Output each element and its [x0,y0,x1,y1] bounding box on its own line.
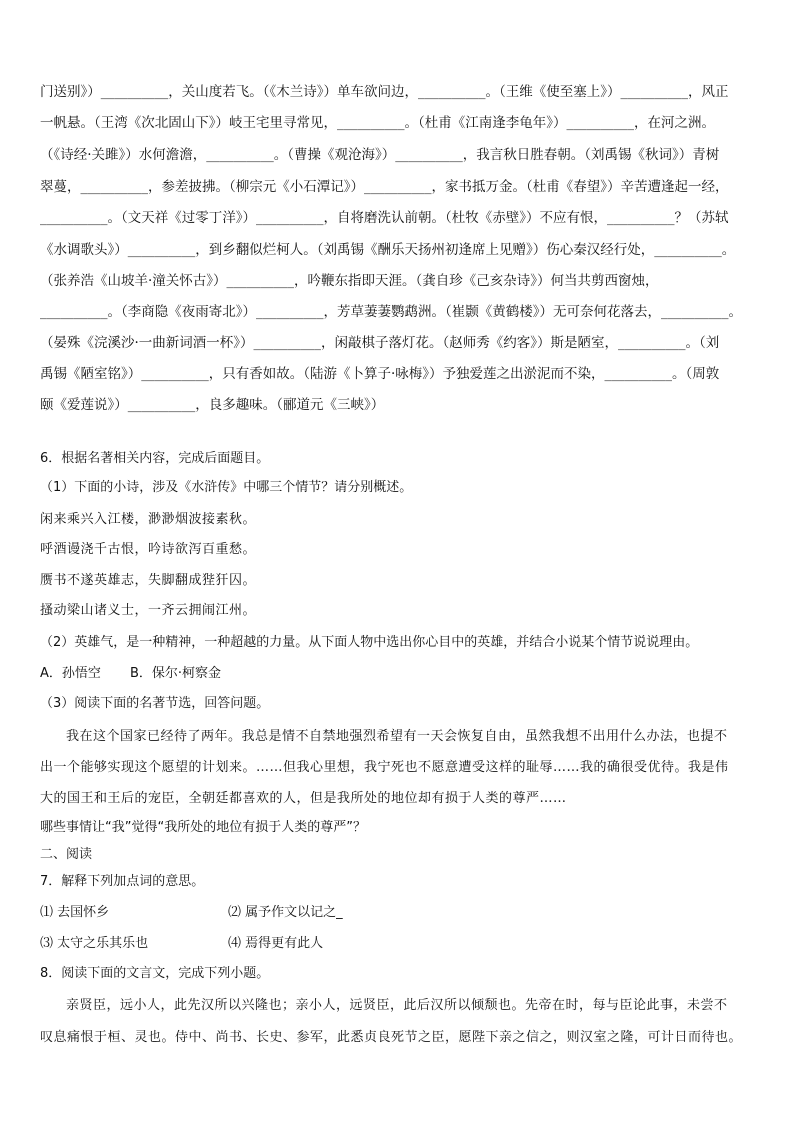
poem-verse: 闲来乘兴入江楼，渺渺烟波接素秋。 [40,512,257,527]
question-8-title: 8．阅读下面的文言文，完成下列小题。 [40,966,270,981]
q7-item-3: ⑶ 太守之乐其乐也 [40,936,149,951]
q7-item-4: ⑷ 焉得更有此人 [228,936,324,951]
question-6-sub1: （1）下面的小诗，涉及《水浒传》中哪三个情节？请分别概述。 [40,480,413,495]
excerpt-line: 大的国王和王后的宠臣，全朝廷都喜欢的人，但是我所处的地位却有损于人类的尊严…… [40,791,567,806]
poem-line: 门送别》）__________，关山度若飞。（《木兰诗》）单车欲问边，__________。（王维《使至塞上》）__________，风正 [40,84,729,100]
poem-line: 颐《爱莲说》）__________，良多趣味。（郦道元《三峡》） [40,397,385,413]
section-heading: 二、阅读 [40,847,93,862]
q7-item-2: ⑵ 属予作文以记之_ [228,905,343,920]
poem-verse: 呼酒谩浇千古恨，吟诗欲泻百重愁。 [40,542,257,557]
poem-line: （《诗经·关雎》）水何澹澹，__________。（曹操《观沧海》）__________，我言秋日胜春朝。（刘禹锡《秋词》）青树 [40,147,720,163]
poem-line: （晏殊《浣溪沙·一曲新词酒一杯》）__________，闲敲棋子落灯花。（赵师秀《约客》）斯是陋室，__________。（刘 [40,335,720,351]
poem-verse: 搔动梁山诸义士，一齐云拥闹江州。 [40,603,257,618]
question-6-title: 6．根据名著相关内容，完成后面题目。 [40,451,270,466]
poem-line: 一帆悬。（王湾《次北固山下》）岐王宅里寻常见，__________。（杜甫《江南逢李龟年》）__________，在河之洲。 [40,115,715,131]
poem-line: 翠蔓，__________，参差披拂。（柳宗元《小石潭记》）__________，家书抵万金。（杜甫《春望》）辛苦遭逢起一经， [40,179,729,195]
poem-line: （张养浩《山坡羊·潼关怀古》）__________，吟鞭东指即天涯。（龚自珍《己亥杂诗》）何当共剪西窗烛， [40,273,659,289]
classical-text-line: 亲贤臣，远小人，此先汉所以兴隆也；亲小人，远贤臣，此后汉所以倾颓也。先帝在时，每与臣论此事，未尝不 [66,998,728,1013]
poem-line: 《水调歌头》）__________，到乡翻似烂柯人。（刘禹锡《酬乐天扬州初逢席上见赠》）伤心秦汉经行处，__________。 [40,242,736,258]
poem-line: 禹锡《陋室铭》）__________，只有香如故。（陆游《卜算子·咏梅》）予独爱莲之出淤泥而不染，__________。（周敦 [40,366,720,382]
question-7-title: 7．解释下列加点词的意思。 [40,874,205,889]
poem-line: __________。（李商隐《夜雨寄北》）__________，芳草萋萋鹦鹉洲。（崔颢《黄鹤楼》）无可奈何花落去，__________。 [40,304,742,320]
excerpt-line: 出一个能够实现这个愿望的计划来。……但我心里想，我宁死也不愿意遭受这样的耻辱……我的确很受优待。我是伟 [40,760,729,775]
excerpt-line: 我在这个国家已经待了两年。我总是情不自禁地强烈希望有一天会恢复自由，虽然我想不出用什么办法，也提不 [66,729,728,744]
option-a: A．孙悟空 [40,666,101,681]
poem-line: __________。（文天祥《过零丁洋》）__________，自将磨洗认前朝。（杜牧《赤壁》）不应有恨，__________？（苏轼 [40,210,729,226]
option-b: B．保尔·柯察金 [130,666,222,681]
question-6-ask: 哪些事情让“我”觉得“我所处的地位有损于人类的尊严”？ [40,820,366,835]
classical-text-line: 叹息痛恨于桓、灵也。侍中、尚书、长史、参军，此悉贞良死节之臣，愿陛下亲之信之，则汉室之隆，可计日而待也。 [40,1030,743,1045]
q7-item-1: ⑴ 去国怀乡 [40,905,110,920]
question-6-sub3: （3）阅读下面的名著节选，回答问题。 [40,696,270,711]
question-6-sub2: （2）英雄气，是一种精神，一种超越的力量。从下面人物中选出你心目中的英雄，并结合小说某个情节说说理由。 [40,635,699,650]
poem-verse: 赝书不遂英雄志，失脚翻成狴犴囚。 [40,573,257,588]
